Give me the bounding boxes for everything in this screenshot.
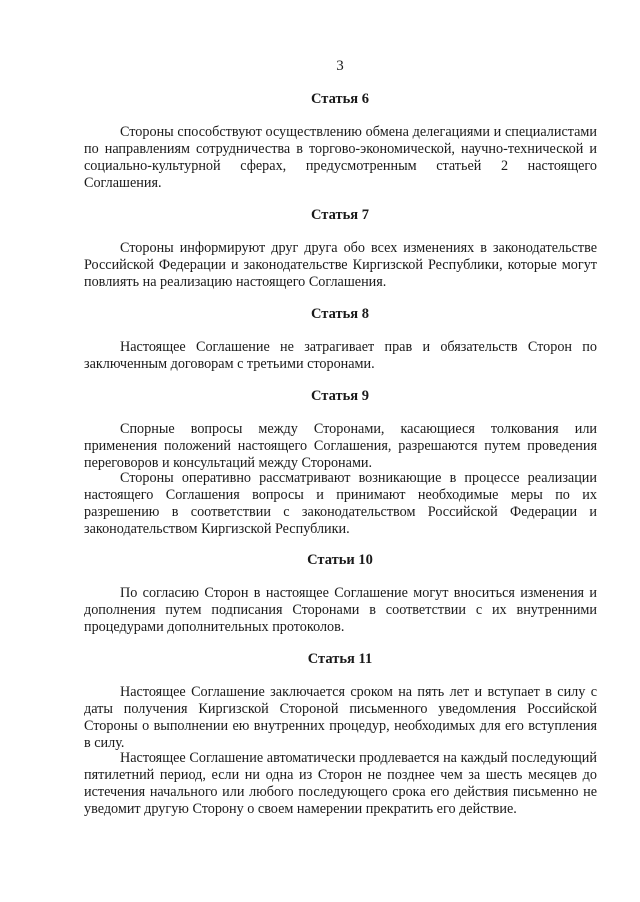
- article-9-paragraph-1: Спорные вопросы между Сторонами, касающиеся толкования или применения положений настоящего Соглашения, разрешаются путем проведения переговоров и консультаций между Сторонами.: [84, 421, 597, 471]
- article-9-paragraph-2: Стороны оперативно рассматривают возникающие в процессе реализации настоящего Соглашения вопросы и принимают необходимые меры по их разрешению в соответствии с законодательством Российской Федерации и законодательством Киргизской Республики.: [84, 470, 597, 537]
- article-6-heading: Статья 6: [311, 91, 369, 107]
- article-10-paragraph-1: По согласию Сторон в настоящее Соглашение могут вноситься изменения и дополнения путем подписания Сторонами в соответствии с их внутренними процедурами дополнительных протоколов.: [84, 585, 597, 635]
- article-10-heading: Статьи 10: [307, 552, 373, 568]
- article-7-heading: Статья 7: [311, 207, 369, 223]
- article-6-paragraph-1: Стороны способствуют осуществлению обмена делегациями и специалистами по направлениям сотрудничества в торгово-экономической, научно-технической и социально-культурной сферах, предусмотренным статьей 2 настоящего Соглашения.: [84, 124, 597, 191]
- article-9-heading: Статья 9: [311, 388, 369, 404]
- article-11-paragraph-1: Настоящее Соглашение заключается сроком на пять лет и вступает в силу с даты получения Киргизской Стороной письменного уведомления Российской Стороны о выполнении ею внутренних процедур, необходимых для его вступления в силу.: [84, 684, 597, 751]
- page-number: 3: [336, 58, 344, 74]
- article-8-heading: Статья 8: [311, 306, 369, 322]
- article-7-paragraph-1: Стороны информируют друг друга обо всех изменениях в законодательстве Российской Федерации и законодательстве Киргизской Республики, которые могут повлиять на реализацию настоящего Соглашения.: [84, 240, 597, 290]
- article-11-paragraph-2: Настоящее Соглашение автоматически продлевается на каждый последующий пятилетний период, если ни одна из Сторон не позднее чем за шесть месяцев до истечения начального или любого последующего срока его действия письменно не уведомит другую Сторону о своем намерении прекратить его действие.: [84, 750, 597, 817]
- article-8-paragraph-1: Настоящее Соглашение не затрагивает прав и обязательств Сторон по заключенным договорам с третьими сторонами.: [84, 339, 597, 372]
- article-11-heading: Статья 11: [307, 651, 373, 667]
